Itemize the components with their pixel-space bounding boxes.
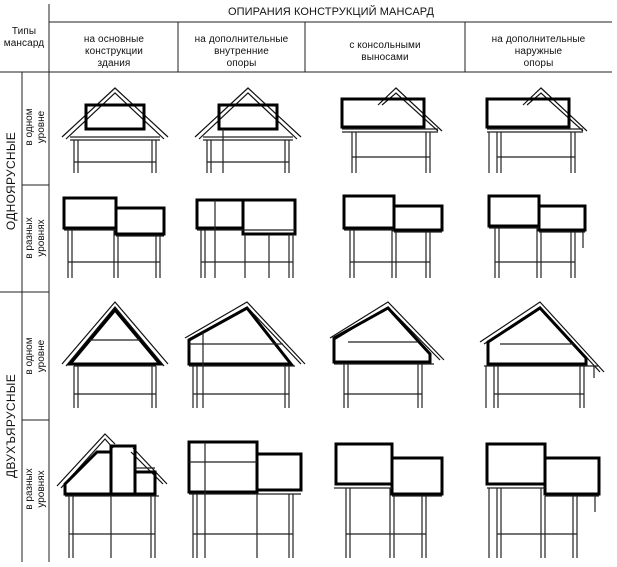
diagram-r3-c2: [183, 298, 307, 410]
diagram-r1-c4: [483, 85, 593, 175]
row-label-double-different-levels: в разных уровнях: [24, 468, 47, 510]
diagram-r4-c3: [330, 428, 452, 560]
diagram-r1-c3: [338, 85, 448, 175]
diagram-r3-c4: [478, 298, 608, 410]
diagram-r2-c3: [338, 192, 448, 280]
diagram-r4-c1: [55, 428, 171, 560]
diagram-r3-c3: [328, 298, 452, 410]
diagram-r1-c2: [193, 85, 303, 175]
group-label-single-tier: ОДНОЯРУСНЫЕ: [4, 131, 18, 231]
column-header-main-structures: на основные конструкции здания: [83, 34, 145, 69]
row-label-double-same-level: в одном уровне: [24, 337, 47, 375]
column-header-cantilever: с консольными выносами: [349, 40, 421, 63]
row-label-single-different-levels: в разных уровнях: [24, 217, 47, 259]
diagram-r2-c2: [193, 192, 303, 280]
group-label-double-tier: ДВУХЪЯРУСНЫЕ: [4, 373, 18, 479]
diagram-r2-c1: [60, 192, 170, 280]
diagram-r4-c2: [185, 428, 307, 560]
row-label-single-same-level: в одном уровне: [24, 108, 47, 146]
corner-label: Типы мансард: [3, 26, 45, 49]
diagram-r3-c1: [60, 298, 170, 410]
diagram-r2-c4: [483, 192, 593, 280]
diagram-r1-c1: [60, 85, 170, 175]
table-title: ОПИРАНИЯ КОНСТРУКЦИЙ МАНСАРД: [227, 6, 435, 18]
column-header-internal-supports: на дополнительные внутренние опоры: [194, 34, 289, 69]
column-header-external-supports: на дополнительные наружные опоры: [491, 34, 586, 69]
diagram-r4-c4: [483, 428, 607, 560]
